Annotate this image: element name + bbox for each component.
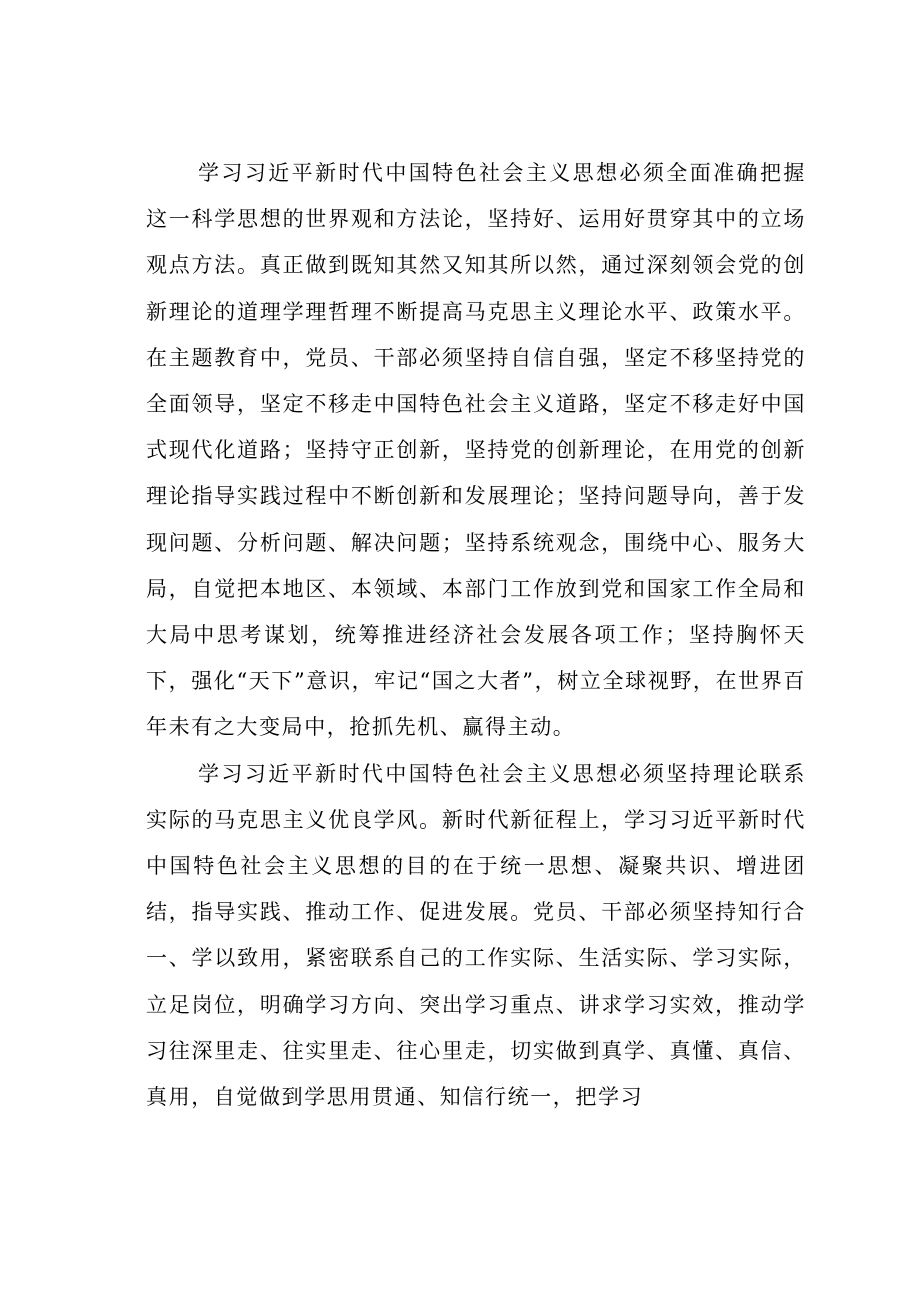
paragraph-1: 学习习近平新时代中国特色社会主义思想必须全面准确把握这一科学思想的世界观和方法论，坚持好、运用好贯穿其中的立场观点方法。真正做到既知其然又知其所以然，通过深刻领会党的创新理论的道理学理哲理不断提高马克思主义理论水平、政策水平。在主题教育中，党员、干部必须坚持自信自强，坚定不移坚持党的全面领导，坚定不移走中国特色社会主义道路，坚定不移走好中国式现代化道路；坚持守正创新，坚持党的创新理论，在用党的创新理论指导实践过程中不断创新和发展理论；坚持问题导向，善于发现问题、分析问题、解决问题；坚持系统观念，围绕中心、服务大局，自觉把本地区、本领域、本部门工作放到党和国家工作全局和大局中思考谋划，统筹推进经济社会发展各项工作；坚持胸怀天下，强化“天下”意识，牢记“国之大者”，树立全球视野，在世界百年未有之大变局中，抢抓先机、赢得主动。 [146,161,806,740]
document-body [146,150,806,1120]
paragraph-2: 学习习近平新时代中国特色社会主义思想必须坚持理论联系实际的马克思主义优良学风。新时代新征程上，学习习近平新时代中国特色社会主义思想的目的在于统一思想、凝聚共识、增进团结，指导实践、推动工作、促进发展。党员、干部必须坚持知行合一、学以致用，紧密联系自己的工作实际、生活实际、学习实际，立足岗位，明确学习方向、突出学习重点、讲求学习实效，推动学习往深里走、往实里走、往心里走，切实做到真学、真懂、真信、真用，自觉做到学思用贯通、知信行统一，把学习 [146,761,806,1110]
